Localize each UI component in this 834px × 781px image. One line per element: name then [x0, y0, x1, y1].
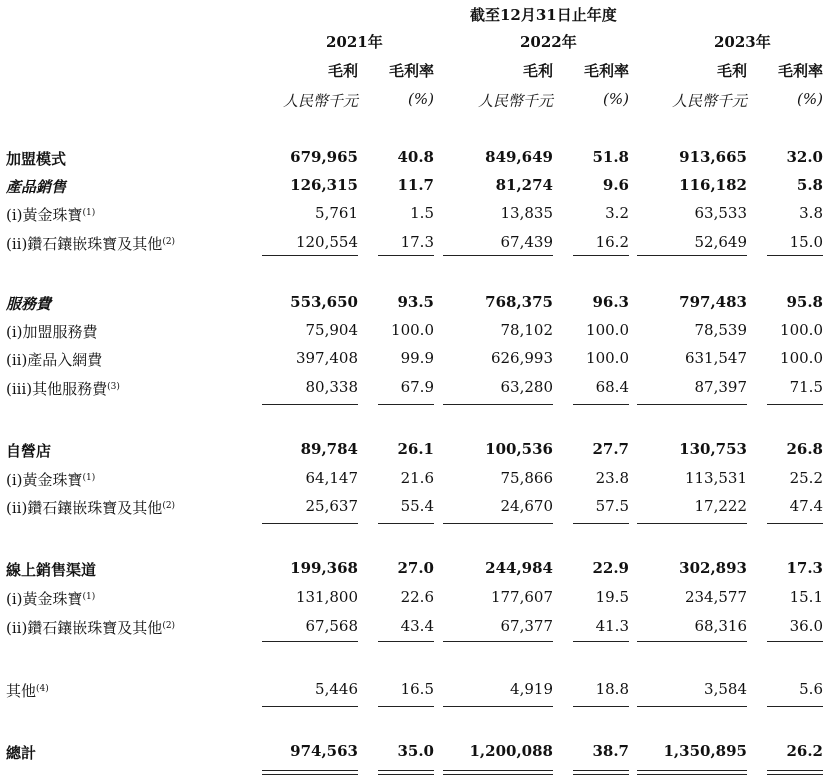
table-cell: 126,315: [290, 176, 358, 194]
table-cell: 27.7: [592, 440, 629, 458]
table-cell: 100.0: [391, 321, 434, 339]
subtotal-rule: [262, 706, 358, 707]
table-cell: 35.0: [397, 742, 434, 760]
row-label-text: (ii)鑽石鑲嵌珠寶及其他: [6, 499, 163, 517]
table-cell: 11.7: [397, 176, 434, 194]
subtotal-rule: [637, 523, 747, 524]
table-cell: 71.5: [789, 378, 823, 396]
table-cell: 234,577: [684, 588, 747, 606]
table-cell: 26.1: [397, 440, 434, 458]
subtotal-rule: [262, 404, 358, 405]
subtotal-rule: [378, 523, 434, 524]
total-double-rule: [443, 770, 553, 771]
col-margin-2022: 毛利率: [583, 62, 629, 80]
row-label-text: (iii)其他服務費: [6, 380, 108, 398]
row-label-text: 總計: [6, 744, 37, 762]
table-cell: 113,531: [684, 469, 747, 487]
total-double-rule: [443, 774, 553, 775]
table-cell: 96.3: [592, 293, 629, 311]
table-cell: 19.5: [595, 588, 629, 606]
table-cell: 626,993: [490, 349, 553, 367]
row-label-text: (i)黃金珠寶: [6, 471, 83, 489]
table-cell: 63,280: [500, 378, 553, 396]
footnote-marker: (3): [107, 382, 120, 392]
subtotal-rule: [378, 404, 434, 405]
year-header-2023: 2023年: [714, 33, 771, 51]
table-cell: 36.0: [789, 617, 823, 635]
subtotal-rule: [573, 641, 629, 642]
table-cell: 51.8: [592, 148, 629, 166]
table-cell: 22.9: [592, 559, 629, 577]
row-label-text: (ii)鑽石鑲嵌珠寶及其他: [6, 619, 163, 637]
table-cell: 78,102: [500, 321, 553, 339]
row-label: [6, 497, 175, 518]
table-cell: 9.6: [602, 176, 629, 194]
footnote-marker: (2): [162, 621, 176, 631]
table-cell: 67,568: [305, 617, 358, 635]
table-cell: 80,338: [305, 378, 358, 396]
unit-gp-2023: 人民幣千元: [671, 92, 747, 110]
unit-margin-2022: (%): [603, 90, 629, 108]
unit-gp-2021: 人民幣千元: [282, 92, 358, 110]
table-cell: 4,919: [510, 680, 553, 698]
row-label: [6, 176, 66, 197]
table-cell: 199,368: [290, 559, 358, 577]
subtotal-rule: [573, 523, 629, 524]
subtotal-rule: [573, 255, 629, 256]
table-cell: 3.2: [605, 204, 629, 222]
subtotal-rule: [443, 706, 553, 707]
subtotal-rule: [637, 641, 747, 642]
table-cell: 89,784: [300, 440, 358, 458]
table-cell: 75,904: [305, 321, 358, 339]
table-cell: 100,536: [485, 440, 553, 458]
table-cell: 38.7: [592, 742, 629, 760]
row-label-text: 服務費: [6, 295, 52, 313]
col-margin-2023: 毛利率: [777, 62, 823, 80]
table-cell: 244,984: [485, 559, 553, 577]
row-label-text: (i)黃金珠寶: [6, 590, 83, 608]
table-cell: 5.6: [799, 680, 823, 698]
table-cell: 3,584: [704, 680, 747, 698]
table-cell: 177,607: [490, 588, 553, 606]
table-cell: 67.9: [400, 378, 434, 396]
subtotal-rule: [573, 706, 629, 707]
table-cell: 25,637: [305, 497, 358, 515]
col-gp-2022: 毛利: [522, 62, 553, 80]
table-cell: 16.2: [595, 233, 629, 251]
table-cell: 17,222: [694, 497, 747, 515]
row-label: [6, 349, 102, 370]
total-double-rule: [262, 774, 358, 775]
footnote-marker: (1): [82, 592, 96, 602]
table-cell: 41.3: [595, 617, 629, 635]
table-cell: 81,274: [495, 176, 553, 194]
row-label-text: 線上銷售渠道: [6, 561, 97, 579]
total-double-rule: [637, 774, 747, 775]
table-cell: 1.5: [410, 204, 434, 222]
unit-gp-2022: 人民幣千元: [477, 92, 553, 110]
table-cell: 302,893: [679, 559, 747, 577]
year-header-2022: 2022年: [520, 33, 577, 51]
table-cell: 130,753: [679, 440, 747, 458]
row-label: [6, 469, 95, 490]
total-double-rule: [573, 770, 629, 771]
table-cell: 13,835: [500, 204, 553, 222]
subtotal-rule: [767, 641, 823, 642]
table-cell: 22.6: [400, 588, 434, 606]
table-cell: 974,563: [290, 742, 358, 760]
table-cell: 95.8: [786, 293, 823, 311]
col-margin-2021: 毛利率: [388, 62, 434, 80]
table-cell: 100.0: [586, 349, 629, 367]
subtotal-rule: [573, 404, 629, 405]
table-cell: 47.4: [789, 497, 823, 515]
subtotal-rule: [637, 706, 747, 707]
row-label-text: 其他: [6, 682, 37, 700]
subtotal-rule: [262, 641, 358, 642]
table-cell: 116,182: [679, 176, 747, 194]
footnote-marker: (2): [162, 237, 176, 247]
table-cell: 52,649: [694, 233, 747, 251]
subtotal-rule: [767, 523, 823, 524]
table-cell: 64,147: [305, 469, 358, 487]
subtotal-rule: [378, 706, 434, 707]
table-cell: 797,483: [679, 293, 747, 311]
table-cell: 553,650: [290, 293, 358, 311]
table-cell: 25.2: [789, 469, 823, 487]
row-label-text: (ii)鑽石鑲嵌珠寶及其他: [6, 235, 163, 253]
footnote-marker: (4): [36, 684, 49, 694]
footnote-marker: (1): [82, 208, 96, 218]
table-cell: 68,316: [694, 617, 747, 635]
total-double-rule: [262, 770, 358, 771]
row-label: [6, 321, 98, 342]
table-cell: 1,200,088: [469, 742, 553, 760]
table-cell: 68.4: [595, 378, 629, 396]
subtotal-rule: [378, 255, 434, 256]
table-cell: 99.9: [400, 349, 434, 367]
row-label: [6, 742, 36, 763]
table-cell: 67,439: [500, 233, 553, 251]
table-cell: 93.5: [397, 293, 434, 311]
row-label: [6, 293, 51, 314]
row-label: [6, 617, 175, 638]
row-label: [6, 378, 120, 399]
table-cell: 100.0: [586, 321, 629, 339]
table-cell: 21.6: [400, 469, 434, 487]
subtotal-rule: [637, 255, 747, 256]
subtotal-rule: [767, 255, 823, 256]
subtotal-rule: [443, 641, 553, 642]
row-label: [6, 680, 49, 701]
total-double-rule: [573, 774, 629, 775]
row-label: [6, 148, 66, 169]
row-label-text: (i)加盟服務費: [6, 323, 98, 341]
unit-margin-2021: (%): [408, 90, 434, 108]
year-header-2021: 2021年: [326, 33, 383, 51]
table-cell: 131,800: [295, 588, 358, 606]
table-cell: 87,397: [694, 378, 747, 396]
subtotal-rule: [443, 523, 553, 524]
row-label: [6, 588, 95, 609]
row-label-text: (ii)產品入網費: [6, 351, 103, 369]
total-double-rule: [767, 774, 823, 775]
table-cell: 18.8: [595, 680, 629, 698]
table-cell: 17.3: [400, 233, 434, 251]
table-cell: 5.8: [796, 176, 823, 194]
total-double-rule: [637, 770, 747, 771]
table-cell: 15.1: [789, 588, 823, 606]
unit-margin-2023: (%): [797, 90, 823, 108]
table-cell: 120,554: [295, 233, 358, 251]
table-cell: 26.8: [786, 440, 823, 458]
row-label-text: 產品銷售: [6, 178, 67, 196]
table-cell: 23.8: [595, 469, 629, 487]
table-cell: 913,665: [679, 148, 747, 166]
row-label-text: 加盟模式: [6, 150, 67, 168]
table-cell: 100.0: [780, 321, 823, 339]
total-double-rule: [767, 770, 823, 771]
table-cell: 397,408: [295, 349, 358, 367]
table-cell: 27.0: [397, 559, 434, 577]
table-cell: 43.4: [400, 617, 434, 635]
table-cell: 55.4: [400, 497, 434, 515]
table-cell: 768,375: [485, 293, 553, 311]
table-cell: 5,446: [315, 680, 358, 698]
footnote-marker: (2): [162, 501, 176, 511]
table-cell: 26.2: [786, 742, 823, 760]
subtotal-rule: [767, 706, 823, 707]
table-cell: 57.5: [595, 497, 629, 515]
table-cell: 631,547: [684, 349, 747, 367]
table-cell: 15.0: [789, 233, 823, 251]
subtotal-rule: [637, 404, 747, 405]
total-double-rule: [378, 774, 434, 775]
table-cell: 1,350,895: [663, 742, 747, 760]
subtotal-rule: [262, 255, 358, 256]
table-cell: 40.8: [397, 148, 434, 166]
col-gp-2021: 毛利: [327, 62, 358, 80]
subtotal-rule: [378, 641, 434, 642]
table-cell: 32.0: [786, 148, 823, 166]
table-cell: 100.0: [780, 349, 823, 367]
row-label: [6, 440, 51, 461]
table-cell: 75,866: [500, 469, 553, 487]
table-cell: 17.3: [786, 559, 823, 577]
row-label: [6, 204, 95, 225]
table-cell: 849,649: [485, 148, 553, 166]
row-label: [6, 233, 175, 254]
table-cell: 679,965: [290, 148, 358, 166]
footnote-marker: (1): [82, 473, 96, 483]
row-label: [6, 559, 96, 580]
subtotal-rule: [767, 404, 823, 405]
col-gp-2023: 毛利: [716, 62, 747, 80]
subtotal-rule: [443, 404, 553, 405]
subtotal-rule: [443, 255, 553, 256]
table-cell: 16.5: [400, 680, 434, 698]
table-cell: 24,670: [500, 497, 553, 515]
period-header: 截至12月31日止年度: [470, 6, 617, 24]
row-label-text: (i)黃金珠寶: [6, 206, 83, 224]
table-cell: 3.8: [799, 204, 823, 222]
table-cell: 5,761: [315, 204, 358, 222]
table-cell: 78,539: [694, 321, 747, 339]
table-cell: 67,377: [500, 617, 553, 635]
subtotal-rule: [262, 523, 358, 524]
row-label-text: 自營店: [6, 442, 52, 460]
total-double-rule: [378, 770, 434, 771]
table-cell: 63,533: [694, 204, 747, 222]
